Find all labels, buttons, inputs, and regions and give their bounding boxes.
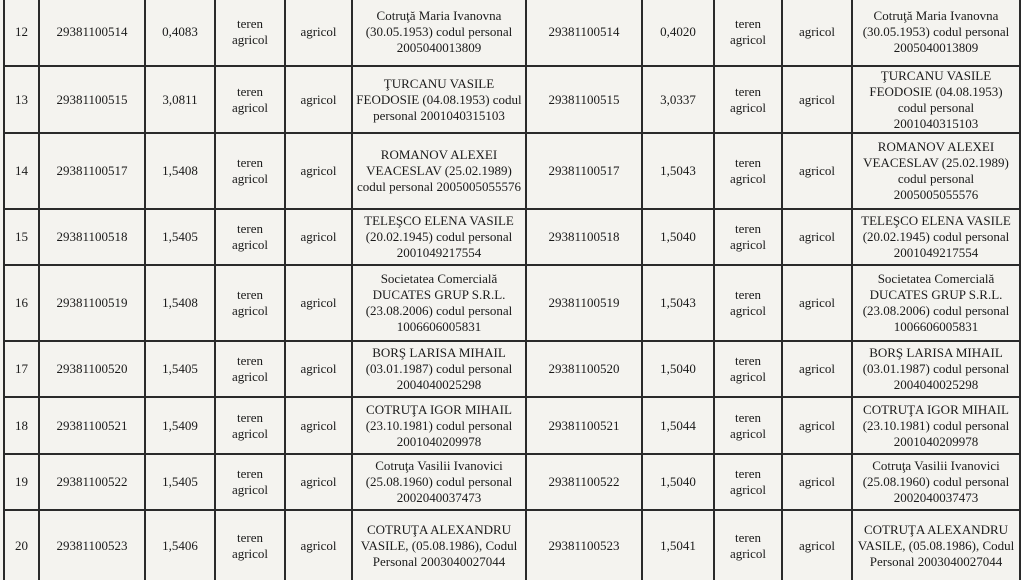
- cadastral-number-final: 29381100523: [526, 510, 642, 580]
- land-use-initial: agricol: [285, 209, 352, 265]
- table-row: [4, 209, 1020, 265]
- area-final: 1,5043: [642, 265, 714, 341]
- cadastral-number-final: 29381100514: [526, 0, 642, 66]
- land-use-final: agricol: [782, 341, 852, 397]
- owner-final: COTRUŢA ALEXANDRU VASILE, (05.08.1986), Codul Personal 2003040027044: [852, 510, 1020, 580]
- row-number: 17: [4, 341, 39, 397]
- row-number: 20: [4, 510, 39, 580]
- cadastral-number-final: 29381100522: [526, 454, 642, 510]
- table-row: [4, 265, 1020, 341]
- cadastral-table: [3, 0, 1021, 580]
- cadastral-number-initial: 29381100520: [39, 341, 145, 397]
- owner-final: ŢURCANU VASILE FEODOSIE (04.08.1953) codul personal 2001040315103: [852, 66, 1020, 133]
- land-use-initial: agricol: [285, 510, 352, 580]
- table-row: [4, 133, 1020, 209]
- area-final: 1,5040: [642, 454, 714, 510]
- owner-final: Societatea Comercială DUCATES GRUP S.R.L. (23.08.2006) codul personal 1006606005831: [852, 265, 1020, 341]
- owner-final: BORŞ LARISA MIHAIL (03.01.1987) codul personal 2004040025298: [852, 341, 1020, 397]
- land-category-final: teren agricol: [714, 265, 782, 341]
- cadastral-number-final: 29381100521: [526, 397, 642, 454]
- land-category-final: teren agricol: [714, 66, 782, 133]
- area-final: 1,5040: [642, 341, 714, 397]
- land-category-final: teren agricol: [714, 133, 782, 209]
- table-row: [4, 0, 1020, 66]
- area-initial: 1,5409: [145, 397, 215, 454]
- owner-initial: Cotruţă Maria Ivanovna (30.05.1953) codul personal 2005040013809: [352, 0, 526, 66]
- land-category-initial: teren agricol: [215, 0, 285, 66]
- land-category-final: teren agricol: [714, 209, 782, 265]
- area-initial: 1,5405: [145, 341, 215, 397]
- area-final: 1,5041: [642, 510, 714, 580]
- owner-final: COTRUŢA IGOR MIHAIL (23.10.1981) codul personal 2001040209978: [852, 397, 1020, 454]
- area-final: 1,5044: [642, 397, 714, 454]
- land-use-final: agricol: [782, 66, 852, 133]
- land-use-initial: agricol: [285, 133, 352, 209]
- area-final: 0,4020: [642, 0, 714, 66]
- owner-initial: ROMANOV ALEXEI VEACESLAV (25.02.1989) codul personal 2005005055576: [352, 133, 526, 209]
- owner-initial: COTRUŢA ALEXANDRU VASILE, (05.08.1986), Codul Personal 2003040027044: [352, 510, 526, 580]
- land-use-final: agricol: [782, 209, 852, 265]
- table-row: [4, 397, 1020, 454]
- land-category-initial: teren agricol: [215, 341, 285, 397]
- cadastral-number-final: 29381100520: [526, 341, 642, 397]
- row-number: 15: [4, 209, 39, 265]
- land-category-final: teren agricol: [714, 397, 782, 454]
- cadastral-number-final: 29381100515: [526, 66, 642, 133]
- owner-initial: Societatea Comercială DUCATES GRUP S.R.L. (23.08.2006) codul personal 1006606005831: [352, 265, 526, 341]
- cadastral-number-initial: 29381100519: [39, 265, 145, 341]
- table-row: [4, 510, 1020, 580]
- cadastral-number-initial: 29381100515: [39, 66, 145, 133]
- table-row: [4, 454, 1020, 510]
- area-initial: 3,0811: [145, 66, 215, 133]
- row-number: 13: [4, 66, 39, 133]
- cadastral-number-final: 29381100518: [526, 209, 642, 265]
- cadastral-number-initial: 29381100514: [39, 0, 145, 66]
- owner-initial: BORŞ LARISA MIHAIL (03.01.1987) codul personal 2004040025298: [352, 341, 526, 397]
- row-number: 19: [4, 454, 39, 510]
- land-use-initial: agricol: [285, 454, 352, 510]
- row-number: 12: [4, 0, 39, 66]
- cadastral-number-initial: 29381100522: [39, 454, 145, 510]
- area-initial: 1,5405: [145, 454, 215, 510]
- land-category-initial: teren agricol: [215, 397, 285, 454]
- owner-final: Cotruţă Maria Ivanovna (30.05.1953) codul personal 2005040013809: [852, 0, 1020, 66]
- area-final: 1,5043: [642, 133, 714, 209]
- owner-initial: COTRUŢA IGOR MIHAIL (23.10.1981) codul personal 2001040209978: [352, 397, 526, 454]
- land-use-final: agricol: [782, 454, 852, 510]
- land-category-final: teren agricol: [714, 510, 782, 580]
- area-initial: 1,5406: [145, 510, 215, 580]
- land-category-final: teren agricol: [714, 341, 782, 397]
- land-category-final: teren agricol: [714, 0, 782, 66]
- land-use-final: agricol: [782, 510, 852, 580]
- land-category-initial: teren agricol: [215, 510, 285, 580]
- area-initial: 1,5408: [145, 133, 215, 209]
- land-use-initial: agricol: [285, 66, 352, 133]
- cadastral-number-initial: 29381100517: [39, 133, 145, 209]
- row-number: 16: [4, 265, 39, 341]
- area-final: 3,0337: [642, 66, 714, 133]
- land-use-initial: agricol: [285, 265, 352, 341]
- land-category-initial: teren agricol: [215, 209, 285, 265]
- owner-final: Cotruţa Vasilii Ivanovici (25.08.1960) codul personal 2002040037473: [852, 454, 1020, 510]
- table-body: [4, 0, 1020, 580]
- area-initial: 1,5405: [145, 209, 215, 265]
- area-final: 1,5040: [642, 209, 714, 265]
- cadastral-number-initial: 29381100521: [39, 397, 145, 454]
- owner-initial: Cotruţa Vasilii Ivanovici (25.08.1960) codul personal 2002040037473: [352, 454, 526, 510]
- cadastral-number-final: 29381100519: [526, 265, 642, 341]
- land-use-final: agricol: [782, 0, 852, 66]
- cadastral-number-final: 29381100517: [526, 133, 642, 209]
- cadastral-number-initial: 29381100518: [39, 209, 145, 265]
- owner-initial: TELEŞCO ELENA VASILE (20.02.1945) codul personal 2001049217554: [352, 209, 526, 265]
- area-initial: 1,5408: [145, 265, 215, 341]
- land-category-final: teren agricol: [714, 454, 782, 510]
- row-number: 18: [4, 397, 39, 454]
- land-use-final: agricol: [782, 265, 852, 341]
- land-category-initial: teren agricol: [215, 454, 285, 510]
- land-use-final: agricol: [782, 397, 852, 454]
- owner-final: TELEŞCO ELENA VASILE (20.02.1945) codul personal 2001049217554: [852, 209, 1020, 265]
- row-number: 14: [4, 133, 39, 209]
- owner-final: ROMANOV ALEXEI VEACESLAV (25.02.1989) codul personal 2005005055576: [852, 133, 1020, 209]
- table-row: [4, 66, 1020, 133]
- land-category-initial: teren agricol: [215, 66, 285, 133]
- land-use-initial: agricol: [285, 341, 352, 397]
- land-use-final: agricol: [782, 133, 852, 209]
- table-row: [4, 341, 1020, 397]
- area-initial: 0,4083: [145, 0, 215, 66]
- owner-initial: ŢURCANU VASILE FEODOSIE (04.08.1953) codul personal 2001040315103: [352, 66, 526, 133]
- land-use-initial: agricol: [285, 397, 352, 454]
- land-category-initial: teren agricol: [215, 265, 285, 341]
- cadastral-number-initial: 29381100523: [39, 510, 145, 580]
- land-category-initial: teren agricol: [215, 133, 285, 209]
- land-use-initial: agricol: [285, 0, 352, 66]
